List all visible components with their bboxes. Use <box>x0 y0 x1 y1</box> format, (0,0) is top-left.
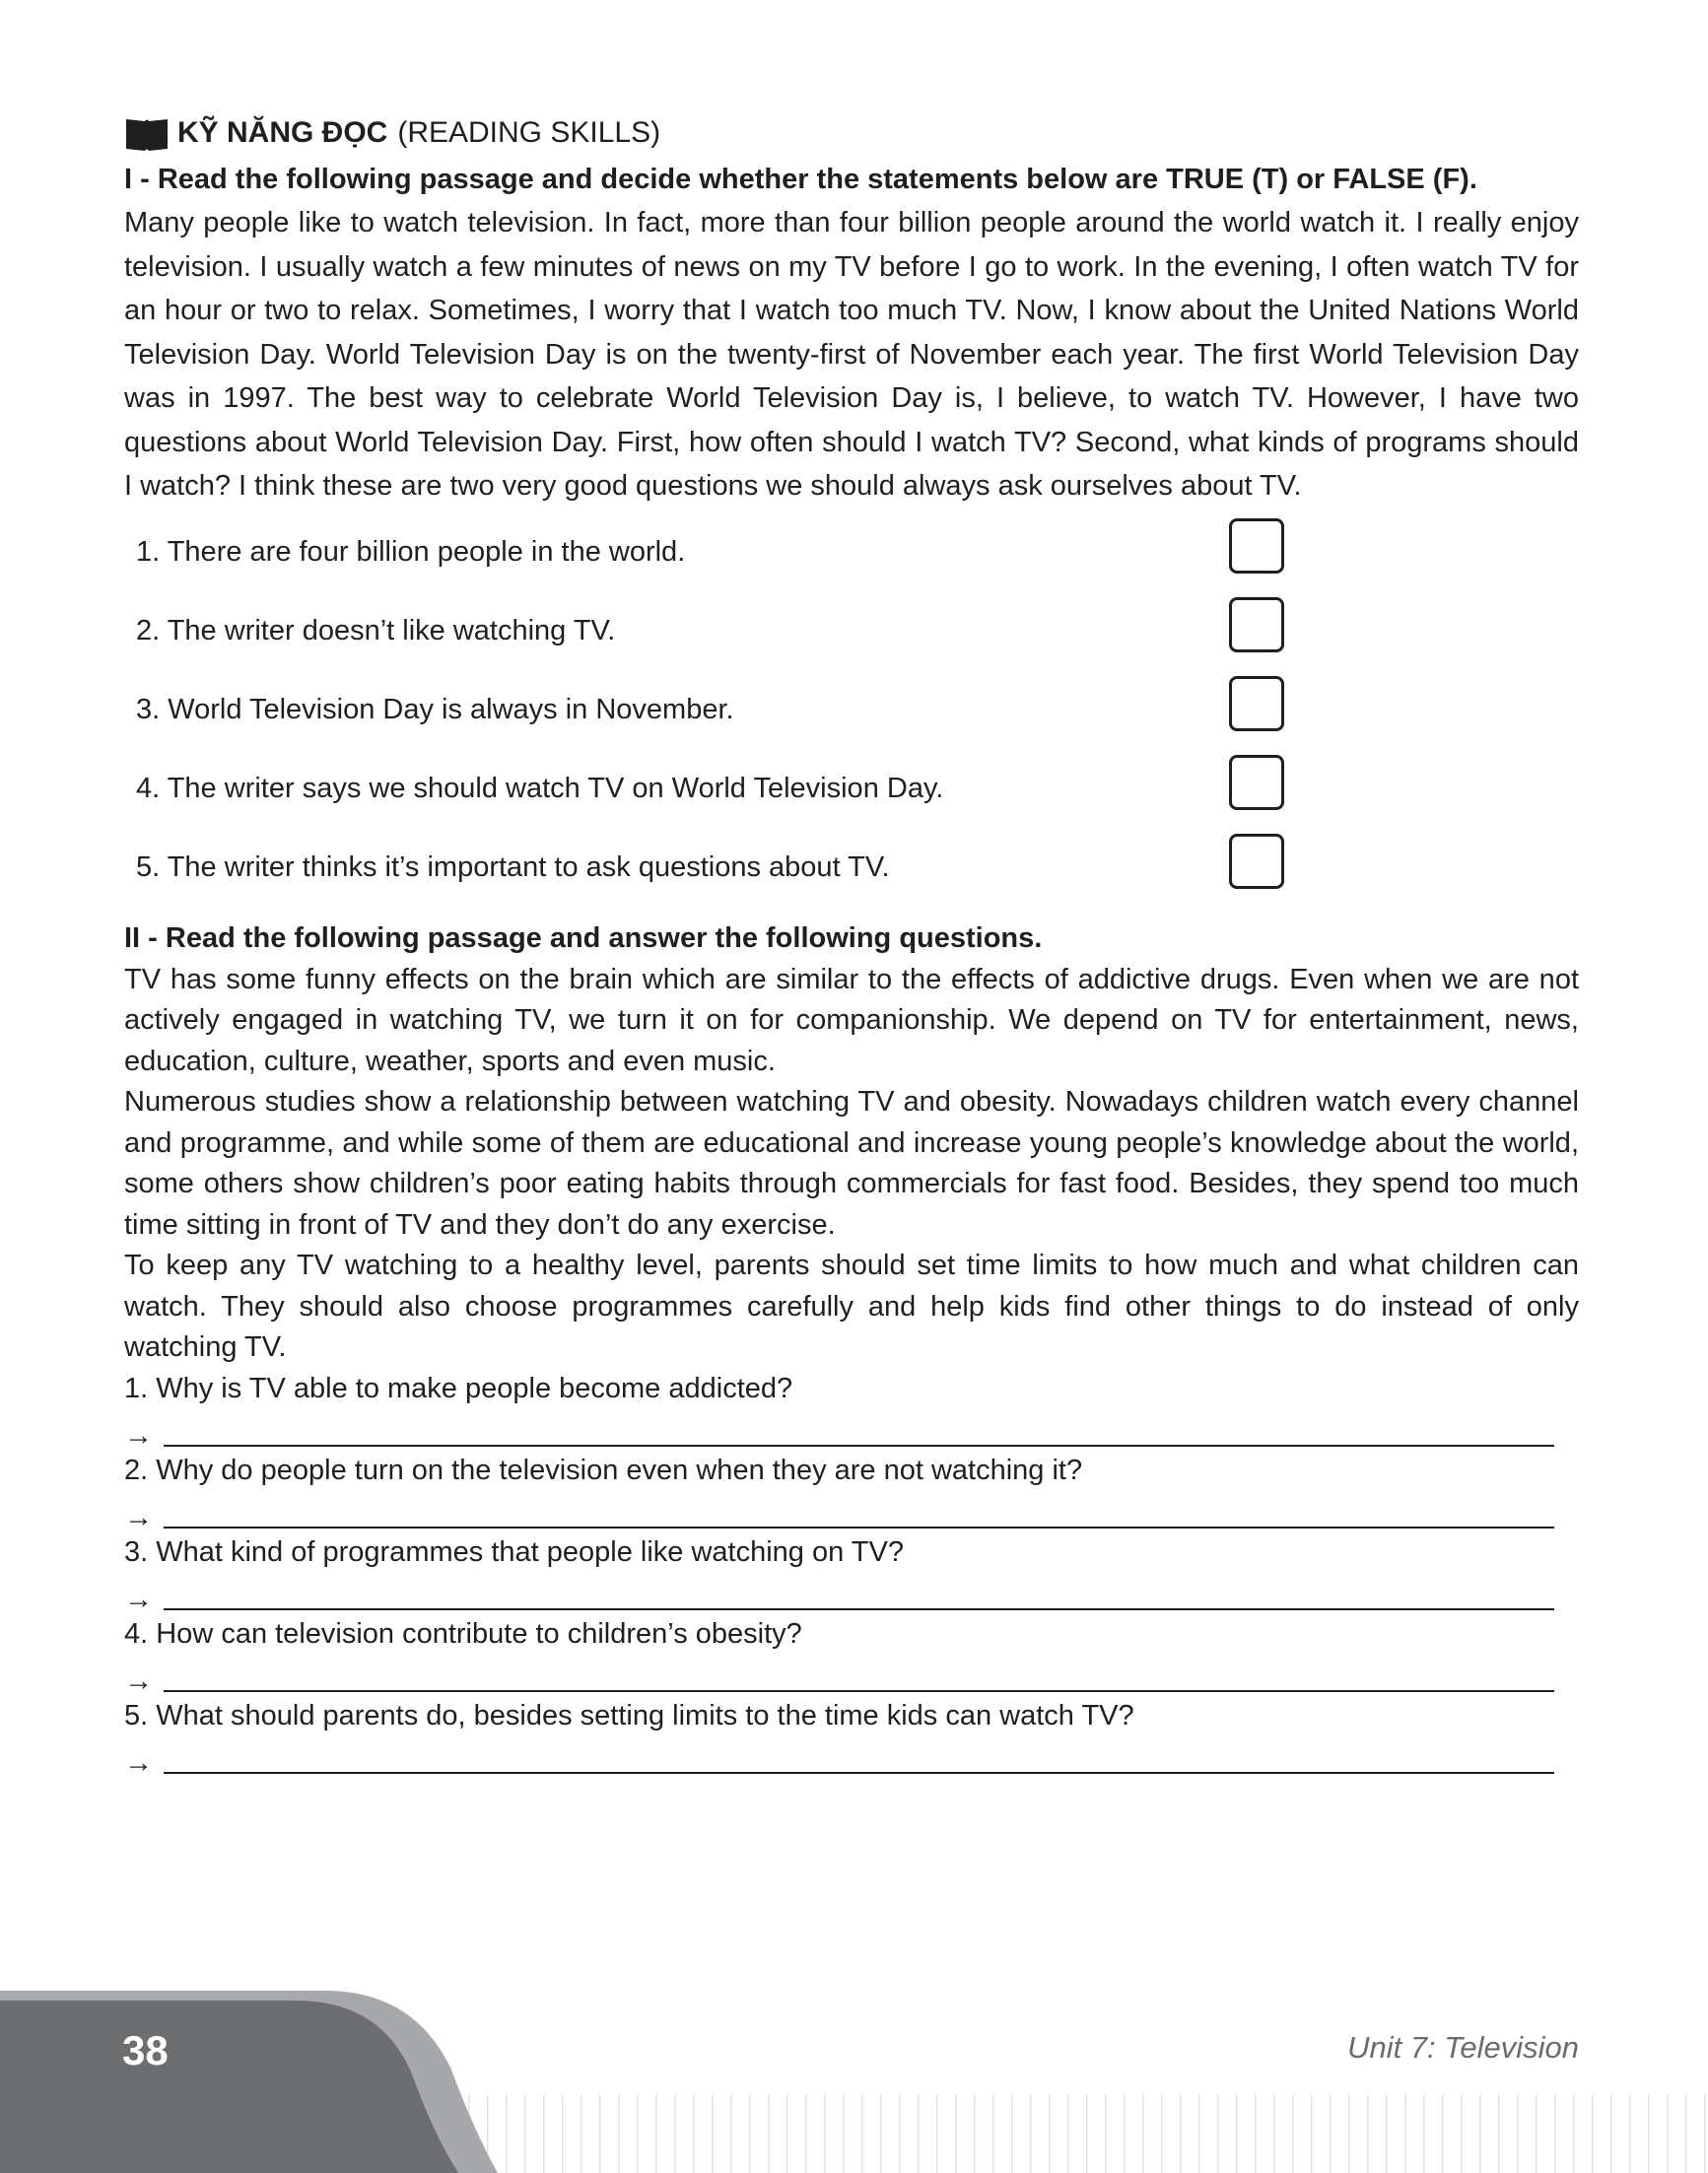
answer-line[interactable] <box>164 1503 1554 1528</box>
statement-text: 3. World Television Day is always in November. <box>136 693 734 725</box>
answer-row <box>124 1573 1579 1614</box>
statement-row <box>124 834 1579 913</box>
statement-row <box>124 518 1579 597</box>
answer-box[interactable] <box>1229 755 1284 810</box>
true-false-list <box>124 518 1579 913</box>
arrow-icon: → <box>124 1419 153 1452</box>
answer-row <box>124 1736 1579 1778</box>
answer-row <box>124 1655 1579 1696</box>
part1-passage: Many people like to watch television. In fact, more than four billion people around the world watch it. I really enjoy television. I usually watch a few minutes of news on my TV before I go to work. In the evening, I often watch TV for an hour or two to relax. Sometimes, I worry that I watch too much TV. Now, I know about the United Nations World Television Day. World Television Day is on the twenty-first of November each year. The first World Television Day was in 1997. The best way to celebrate World Television Day is, I believe, to watch TV. However, I have two questions about World Television Day. First, how often should I watch TV? Second, what kinds of programs should I watch? I think these are two very good questions we should always ask ourselves about TV. <box>124 207 1579 502</box>
question-text: 3. What kind of programmes that people like watching on TV? <box>124 1535 904 1568</box>
part2-paragraph: TV has some funny effects on the brain which are similar to the effects of addictive drugs. Even when we are not actively engaged in watching TV, we turn it on for companionship. We depend on TV for entertainment, news, education, culture, weather, sports and even music. <box>124 963 1579 1077</box>
arrow-icon: → <box>124 1501 153 1533</box>
answer-box[interactable] <box>1229 676 1284 731</box>
arrow-icon: → <box>124 1583 153 1615</box>
answer-line[interactable] <box>164 1421 1554 1447</box>
statement-row <box>124 755 1579 834</box>
answer-box[interactable] <box>1229 518 1284 574</box>
part2-instruction: II - Read the following passage and answer the following questions. <box>124 921 1043 954</box>
answer-box[interactable] <box>1229 597 1284 652</box>
statement-text: 4. The writer says we should watch TV on World Television Day. <box>136 772 944 804</box>
open-book-icon <box>124 113 170 153</box>
arrow-icon: → <box>124 1746 153 1779</box>
arrow-icon: → <box>124 1664 153 1697</box>
heading-vietnamese: KỸ NĂNG ĐỌC <box>177 116 388 149</box>
statement-text: 5. The writer thinks it’s important to ask questions about TV. <box>136 850 890 883</box>
page-footer <box>0 1991 1708 2173</box>
part2-paragraph: Numerous studies show a relationship between watching TV and obesity. Nowadays children watch every channel and programme, and while some of them are educational and increase young people’s knowledge about the world, some others show children’s poor eating habits through commercials for fast food. Besides, they spend too much time sitting in front of TV and they don’t do any exercise. <box>124 1086 1579 1241</box>
answer-line[interactable] <box>164 1748 1554 1774</box>
part2-paragraph: To keep any TV watching to a healthy level, parents should set time limits to how much and what children can watch. They should also choose programmes carefully and help kids find other things to do instead of only watching TV. <box>124 1250 1579 1363</box>
answer-line[interactable] <box>164 1666 1554 1692</box>
question-text: 2. Why do people turn on the television even when they are not watching it? <box>124 1454 1083 1486</box>
statement-row <box>124 597 1579 676</box>
answer-row <box>124 1409 1579 1451</box>
unit-title: Unit 7: Television <box>1347 2030 1579 2065</box>
heading-english: (READING SKILLS) <box>397 116 661 149</box>
statement-text: 2. The writer doesn’t like watching TV. <box>136 614 616 646</box>
part1-instruction: I - Read the following passage and decide whether the statements below are TRUE (T) or FALSE (F). <box>124 164 1477 195</box>
statement-text: 1. There are four billion people in the world. <box>136 535 686 568</box>
question-text: 4. How can television contribute to children’s obesity? <box>124 1617 802 1650</box>
answer-line[interactable] <box>164 1585 1554 1610</box>
statement-row <box>124 676 1579 755</box>
part2-section <box>124 917 1579 1778</box>
question-text: 5. What should parents do, besides setting limits to the time kids can watch TV? <box>124 1699 1134 1732</box>
question-text: 1. Why is TV able to make people become addicted? <box>124 1372 793 1404</box>
answer-box[interactable] <box>1229 834 1284 889</box>
page-content <box>124 110 1579 1778</box>
question-list <box>124 1369 1579 1778</box>
footer-decoration <box>0 1991 1708 2173</box>
answer-row <box>124 1491 1579 1532</box>
page-number: 38 <box>122 2027 169 2073</box>
reading-skills-heading <box>124 110 1579 156</box>
